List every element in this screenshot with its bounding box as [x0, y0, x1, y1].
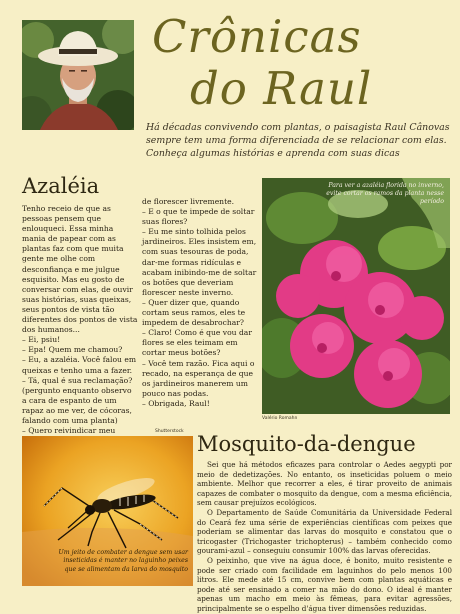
azaleia-paragraph: – Quer dizer que, quando cortam seus ramos, eles te impedem de desabrochar? [142, 297, 246, 328]
azalea-photo-caption: Para ver a azaléia florida no inverno, evite cortar os ramos da planta nesse período [326, 182, 444, 205]
mosquito-paragraph: Sei que há métodos eficazes para controlar o Aedes aegypti por meio de dedetizações. No entanto, os inseticidas poluem o meio ambiente. Melhor que recorrer a eles, é tirar proveito de animais capazes de combater o mosquito da dengue, com a mesma eficiência, sem causar prejuízos ecológicos. [197, 460, 452, 508]
azaleia-paragraph: – E o que te impede de soltar suas flores? [142, 207, 255, 227]
page-title-line-2: do Raul [190, 62, 373, 115]
azaleia-paragraph: – Quero reivindicar meu [22, 426, 116, 436]
azaleia-paragraph: – Você tem razão. Fica aqui o recado, na esperança de que os jardineiros manerem um pouco nas podas. [142, 358, 255, 398]
azaleia-paragraph: de florescer livremente. [142, 197, 235, 206]
page-title-line-1: Crônicas [152, 10, 362, 63]
azaleia-title: Azaléia [22, 174, 100, 198]
azaleia-paragraph: – Claro! Como é que vou dar flores se eles teimam em cortar meus botões? [142, 328, 252, 358]
mosquito-photo-caption: Um jeito de combater a dengue sem usar inseticidas é manter no laguinho peixes que se alimentam da larva do mosquito [58, 549, 188, 573]
mosquito-paragraph: O Departamento de Saúde Comunitária da Universidade Federal do Ceará fez uma série de experiências científicas com peixes que poderiam se alimentar das larvas do mosquito e constatou que o tricogaster (Trichogaster trichopterus) – também conhecido como gourami-azul – conseguiu consumir 100% das larvas oferecidas. [197, 507, 452, 556]
mosquito-title: Mosquito-da-dengue [197, 432, 416, 456]
azaleia-paragraph: – Eu me sinto tolhida pelos jardineiros. Eles insistem em, com suas tesouras de poda, dar-me formas ridículas e acabam inibindo-me de soltar os botões que deveriam florescer neste inverno. [142, 227, 257, 297]
mosquito-photo [22, 436, 193, 586]
azaleia-paragraph: – Ei, psiu! [22, 335, 61, 345]
azaleia-column-2 [142, 197, 260, 409]
azaleia-paragraph: – Epa! Quem me chamou? [22, 345, 123, 355]
portrait-illustration [22, 20, 134, 130]
azaleia-paragraph: Tenho receio de que as pessoas pensem que enlouqueci. Essa minha mania de papear com as plantas faz com que muita gente me olhe com desconfiança e me julgue esquisito. Mas eu gosto de conversar com elas, de ouvir suas histórias, suas queixas, seus pontos de vista tão diferentes dos pontos de vista dos humanos... [22, 204, 138, 335]
azaleia-paragraph: – Eu, a azaléia. Você falou em queixas e tenho uma a fazer. [22, 355, 137, 375]
azaleia-column-1 [22, 204, 138, 446]
mosquito-paragraph: O peixinho, que vive na água doce, é bonito, muito resistente e pode ser criado com facilidade em laguinhos do pelo menos 100 litros. Ele mede até 15 cm, convive bem com plantas aquáticas e pode até ser ensinado a comer na mão do dono. O ideal é manter apenas um macho em meio às fêmeas, para evitar agressões, principalmente se o espelho d'água tiver dimensões reduzidas. [197, 555, 452, 613]
portrait-photo [22, 20, 134, 130]
azaleia-paragraph: – Obrigada, Raul! [142, 398, 210, 408]
azaleia-paragraph: – Tá, qual é sua reclamação? (pergunto enquanto observo a cara de espanto de um rapaz ao me ver, de cócoras, falando com uma planta) [22, 375, 133, 425]
azalea-photo [262, 178, 450, 414]
azalea-photo-credit: Valério Romahn [262, 416, 298, 421]
mosquito-body [197, 460, 452, 614]
mosquito-photo-credit: Shutterstock [155, 429, 184, 434]
intro-text: Há décadas convivendo com plantas, o paisagista Raul Cânovas sempre tem uma forma diferenciada de se relacionar com elas. Conheça algumas histórias e aprenda com suas dicas [146, 122, 450, 159]
azalea-illustration [262, 178, 450, 414]
